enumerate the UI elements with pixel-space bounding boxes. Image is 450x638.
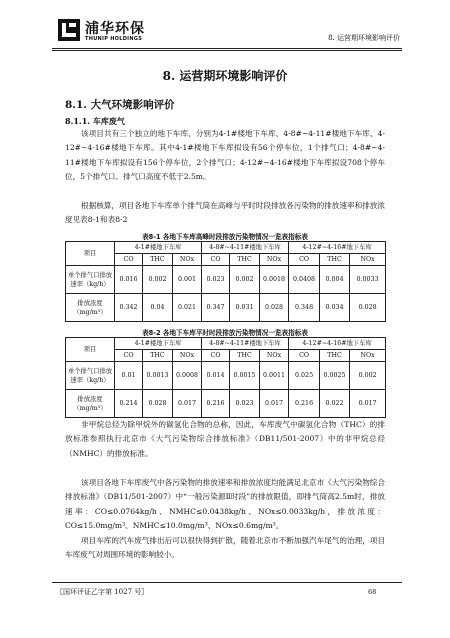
table-cell: 0.031 xyxy=(230,294,260,322)
subsection-heading: 8.1.1. 车库废气 xyxy=(65,116,125,126)
table-cell: 0.022 xyxy=(320,390,350,418)
table-cell: 0.014 xyxy=(202,362,230,390)
table-cell: 0.347 xyxy=(202,294,230,322)
table-header-item: 项目 xyxy=(66,242,115,266)
table-8-2 xyxy=(65,337,386,418)
thunip-logo-icon xyxy=(58,19,80,41)
table-subheader: THC xyxy=(143,350,173,362)
table-cell: 0.023 xyxy=(230,390,260,418)
row-label: 单个排气口排放速率（kg/h） xyxy=(66,362,115,390)
row-label: 排放浓度（mg/m³） xyxy=(66,294,115,322)
table-row xyxy=(66,390,386,418)
table-cell: 0.034 xyxy=(320,294,350,322)
table-group-header: 4-8#~4-11#楼地下车库 xyxy=(202,242,289,254)
table-subheader: THC xyxy=(143,254,173,266)
page-number: 68 xyxy=(368,588,377,596)
table-row xyxy=(66,266,386,294)
table-cell: 0.216 xyxy=(289,390,320,418)
table-cell: 0.348 xyxy=(289,294,320,322)
table-subheader: CO xyxy=(289,350,320,362)
table-subheader: THC xyxy=(230,254,260,266)
table-cell: 0.004 xyxy=(320,266,350,294)
table-cell: 0.017 xyxy=(350,390,386,418)
table-subheader: NOx xyxy=(260,350,289,362)
paragraph-thc-standard: 非甲烷总烃为除甲烷外的碳氢化合物的总称，因此，车库废气中碳氢化合物（THC）的排放标准参照执行北京市《大气污染物综合排放标准》（DB11/501-2007）中的非甲烷总烃（NMHC）的排放标准。 xyxy=(65,420,385,458)
chapter-title: 8. 运营期环境影响评价 xyxy=(162,69,288,83)
table-cell: 0.028 xyxy=(143,390,173,418)
table-cell: 0.0011 xyxy=(260,362,289,390)
table-cell: 0.0033 xyxy=(350,266,386,294)
running-header-title: 8. 运营期环境影响评价 xyxy=(328,34,400,42)
table-caption-8-1: 表8-1 各地下车库高峰时段排放污染物情况一览表指标表 xyxy=(142,233,308,241)
table-cell: 0.002 xyxy=(230,266,260,294)
table-cell: 0.025 xyxy=(289,362,320,390)
table-cell: 0.0408 xyxy=(289,266,320,294)
logo-subtext: THUNIP HOLDINGS xyxy=(85,36,143,42)
table-subheader: CO xyxy=(289,254,320,266)
row-label: 单个排气口排放速率（kg/h） xyxy=(66,266,115,294)
table-cell: 0.342 xyxy=(115,294,143,322)
page-header xyxy=(52,17,402,47)
table-subheader: CO xyxy=(202,350,230,362)
table-subheader: CO xyxy=(115,350,143,362)
table-subheader: THC xyxy=(230,350,260,362)
table-row xyxy=(66,294,386,322)
table-subheader: NOx xyxy=(350,254,386,266)
section-heading: 8.1. 大气环境影响评价 xyxy=(65,99,175,111)
table-cell: 0.0018 xyxy=(260,266,289,294)
table-header-item: 项目 xyxy=(66,338,115,362)
header-divider-thin xyxy=(52,50,402,51)
table-cell: 0.0008 xyxy=(173,362,202,390)
table-subheader: NOx xyxy=(173,350,202,362)
table-cell: 0.04 xyxy=(143,294,173,322)
table-cell: 0.002 xyxy=(350,362,386,390)
table-cell: 0.028 xyxy=(260,294,289,322)
table-cell: 0.017 xyxy=(260,390,289,418)
table-group-header: 4-1#楼地下车库 xyxy=(115,242,202,254)
table-subheader: NOx xyxy=(260,254,289,266)
header-divider xyxy=(52,48,402,49)
footer-divider xyxy=(52,582,402,583)
table-subheader: CO xyxy=(115,254,143,266)
table-subheader: THC xyxy=(320,350,350,362)
table-group-header: 4-12#~4-16#地下车库 xyxy=(289,338,386,350)
table-cell: 0.0015 xyxy=(230,362,260,390)
table-subheader: NOx xyxy=(173,254,202,266)
table-cell: 0.0013 xyxy=(143,362,173,390)
table-row xyxy=(66,362,386,390)
table-cell: 0.001 xyxy=(173,266,202,294)
table-cell: 0.021 xyxy=(173,294,202,322)
table-cell: 0.214 xyxy=(115,390,143,418)
logo-text: 浦华环保 xyxy=(85,21,145,37)
table-cell: 0.216 xyxy=(202,390,230,418)
table-caption-8-2: 表8-2 各地下车库平时时段排放污染物情况一览表指标表 xyxy=(142,329,308,337)
paragraph-conclusion: 项目车库的汽车废气排出后可以很快得到扩散，随着北京市不断加强汽车尾气的治理，项目车库废气对周围环境的影响较小。 xyxy=(65,536,385,560)
table-subheader: THC xyxy=(320,254,350,266)
table-cell: 0.016 xyxy=(115,266,143,294)
table-group-header: 4-12#~4-16#地下车库 xyxy=(289,242,386,254)
table-cell: 0.002 xyxy=(143,266,173,294)
table-cell: 0.01 xyxy=(115,362,143,390)
table-8-1 xyxy=(65,241,386,322)
paragraph-calculation: 根据核算，项目各地下车库单个排气筒在高峰与平时时段排放各污染物的排放速率和排放浓度见表8-1和表8-2 xyxy=(65,201,385,225)
table-group-header: 4-8#~4-11#楼地下车库 xyxy=(202,338,289,350)
table-group-header: 4-1#楼地下车库 xyxy=(115,338,202,350)
table-cell: 0.017 xyxy=(173,390,202,418)
table-cell: 0.0025 xyxy=(320,362,350,390)
table-cell: 0.023 xyxy=(202,266,230,294)
row-label: 排放浓度（mg/m³） xyxy=(66,390,115,418)
paragraph-garages: 该项目共有三个独立的地下车库，分别为4-1#楼地下车库、4-8#~4-11#楼地下车库、4-12#~4-16#楼地下车库。其中4-1#楼地下车库拟设有56个停车位，1个排气口；4-8#~4-11#楼地下车库拟设有156个停车位，2个排气口；4-12#~4-16#楼地下车库拟设708个停车位，5个排气口。排气口高度不低于2.5m。 xyxy=(65,129,385,182)
table-subheader: CO xyxy=(202,254,230,266)
table-subheader: NOx xyxy=(350,350,386,362)
paragraph-compliance: 该项目各地下车库废气中各污染物的排放速率和排放浓度均能满足北京市《大气污染物综合排放标准》（DB11/501-2007）中“一般污染源Ⅱ时段”的排放限值，即排气筒高2.5m时，排放速率：CO≤0.0764kg/h、NMHC≤0.0438kg/h、NOx≤0.0033kg/h，排放浓度：CO≤15.0mg/m³、NMHC≤10.0mg/m³、NOx≤0.6mg/m³。 xyxy=(65,478,385,531)
certificate-number: 〖国环评证乙字第 1027 号〗 xyxy=(56,588,149,596)
table-cell: 0.028 xyxy=(350,294,386,322)
